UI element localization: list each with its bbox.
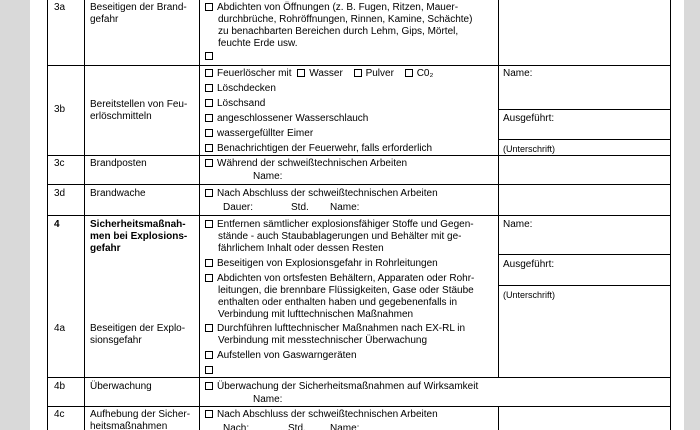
item-4-remove-explosives-line2: stände - auch Staubablagerungen und Behälter mit ge- [218, 231, 462, 242]
4c-after-label: Nach: [223, 423, 250, 430]
checkbox[interactable] [205, 351, 213, 359]
checkbox-water[interactable] [297, 69, 305, 77]
item-4b-monitoring[interactable]: Überwachung der Sicherheitsmaßnahmen auf Wirksamkeit [205, 381, 478, 392]
item-4-remove-explosives-line3: fährlichem Inhalt oder dessen Resten [218, 243, 384, 254]
item-3a-sealing-line2: durchbrüche, Rohröffnungen, Rinnen, Kamine, Schächte) [218, 14, 473, 25]
item-3a-sealing-line3: zu benachbarten Bereichen durch Lehm, Gips, Mörtel, [218, 26, 459, 37]
measure-label-3c: Brandposten [90, 158, 147, 169]
item-4-remove-explosives[interactable]: Entfernen sämtlicher explosionsfähiger Stoffe und Gegen- [205, 219, 474, 230]
item-3d-after-work[interactable]: Nach Abschluss der schweißtechnischen Arbeiten [205, 188, 438, 199]
4-done-divider [498, 285, 671, 286]
4a-signature-label: (Unterschrift) [503, 290, 556, 300]
4b-name-label: Name: [253, 394, 283, 405]
3b-name-label: Name: [503, 68, 533, 79]
3b-done-label: Ausgeführt: [503, 113, 555, 124]
row-divider-4 [47, 215, 671, 216]
measure-label-4-line1: Sicherheitsmaßnah- [90, 219, 186, 230]
item-4a-sealing-line2: leitungen, die brennbare Flüssigkeiten, Gase oder Stäube [218, 285, 474, 296]
item-3b-hose[interactable]: angeschlossener Wasserschlauch [205, 113, 368, 124]
checkbox[interactable] [205, 114, 213, 122]
3c-name-label: Name: [253, 171, 283, 182]
checkbox[interactable] [205, 3, 213, 11]
row-divider-4b [47, 377, 671, 378]
row-number-4b: 4b [54, 381, 66, 392]
measure-label-4b: Überwachung [90, 381, 152, 392]
left-margin [0, 0, 30, 430]
item-4a-sealing[interactable]: Abdichten von ortsfesten Behältern, Apparaten oder Rohr- [205, 273, 474, 284]
measure-label-4c-line1: Aufhebung der Sicher- [90, 409, 191, 420]
row-number-3b: 3b [54, 104, 66, 115]
3d-name-label: Name: [330, 202, 360, 213]
4c-name-label: Name: [330, 423, 360, 430]
checkbox[interactable] [205, 382, 213, 390]
checkbox[interactable] [205, 159, 213, 167]
row-number-3d: 3d [54, 188, 66, 199]
measure-label-4c-line2: heitsmaßnahmen [90, 421, 168, 430]
row-number-4: 4 [54, 219, 60, 230]
measure-label-4-line3: gefahr [90, 243, 121, 254]
checkbox[interactable] [205, 144, 213, 152]
checkbox[interactable] [205, 324, 213, 332]
row-number-4c: 4c [54, 409, 65, 420]
item-3b-sand[interactable]: Löschsand [205, 98, 265, 109]
column-divider-items-lower [498, 406, 499, 430]
row-divider-4c [47, 406, 671, 407]
right-margin [684, 0, 700, 430]
item-4a-sealing-line4: Verbindung mit lufttechnischen Maßnahmen [218, 309, 414, 320]
checkbox[interactable] [205, 84, 213, 92]
checkbox[interactable] [205, 220, 213, 228]
checkbox-powder[interactable] [354, 69, 362, 77]
4a-done-label: Ausgeführt: [503, 259, 555, 270]
measure-label-3b-line1: Bereitstellen von Feu- [90, 99, 188, 110]
row-number-3a: 3a [54, 2, 66, 13]
form-sheet [30, 0, 684, 430]
item-4a-blank[interactable] [205, 365, 217, 376]
item-3b-fire-blankets[interactable]: Löschdecken [205, 83, 276, 94]
checkbox[interactable] [205, 129, 213, 137]
3b-name-divider [498, 109, 671, 110]
item-3b-bucket[interactable]: wassergefüllter Eimer [205, 128, 313, 139]
row-number-4a: 4a [54, 323, 66, 334]
3b-signature-label: (Unterschrift) [503, 144, 556, 154]
measure-label-3b-line2: erlöschmitteln [90, 111, 152, 122]
measure-label-4a-line2: sionsgefahr [90, 335, 142, 346]
checkbox[interactable] [205, 410, 213, 418]
measure-label-3a-line2: gefahr [90, 14, 119, 25]
4-name-divider [498, 254, 671, 255]
row-divider-3c [47, 155, 671, 156]
measure-label-3d: Brandwache [90, 188, 146, 199]
checkbox[interactable] [205, 69, 213, 77]
checkbox[interactable] [205, 52, 213, 60]
item-4a-ventilation[interactable]: Durchführen lufttechnischer Maßnahmen nach EX-RL in [205, 323, 465, 334]
checkbox[interactable] [205, 189, 213, 197]
3d-duration-label: Dauer: [223, 202, 254, 213]
3d-hours-label: Std. [291, 202, 309, 213]
item-4a-sealing-line3: enthalten oder enthalten haben und gegebenenfalls in [218, 297, 458, 308]
measure-label-4-line2: men bei Explosions- [90, 231, 188, 242]
item-3a-sealing[interactable]: Abdichten von Öffnungen (z. B. Fugen, Ritzen, Mauer- [205, 2, 458, 13]
column-divider-items [498, 0, 499, 378]
checkbox[interactable] [205, 366, 213, 374]
item-4a-ventilation-line2: Verbindung mit messtechnischer Überwachung [218, 335, 427, 346]
item-4a-pipelines[interactable]: Beseitigen von Explosionsgefahr in Rohrleitungen [205, 258, 438, 269]
checkbox[interactable] [205, 99, 213, 107]
measure-label-3a-line1: Beseitigen der Brand- [90, 2, 187, 13]
row-divider-3b [47, 65, 671, 66]
checkbox[interactable] [205, 259, 213, 267]
item-4c-after-work[interactable]: Nach Abschluss der schweißtechnischen Arbeiten [205, 409, 438, 420]
row-number-3c: 3c [54, 158, 65, 169]
4c-hours-label: Std. [288, 423, 306, 430]
item-4a-gas-detectors[interactable]: Aufstellen von Gaswarngeräten [205, 350, 357, 361]
3b-done-divider [498, 139, 671, 140]
item-3a-sealing-line4: feuchte Erde usw. [218, 38, 298, 49]
4-name-label: Name: [503, 219, 533, 230]
item-3b-extinguisher[interactable]: Feuerlöscher mit Wasser Pulver C0₂ [205, 68, 433, 79]
item-3a-blank[interactable] [205, 51, 217, 62]
measure-label-4a-line1: Beseitigen der Explo- [90, 323, 186, 334]
checkbox[interactable] [205, 274, 213, 282]
item-3c-during-work[interactable]: Während der schweißtechnischen Arbeiten [205, 158, 407, 169]
row-divider-3d [47, 184, 671, 185]
checkbox-co2[interactable] [405, 69, 413, 77]
item-3b-fire-dept[interactable]: Benachrichtigen der Feuerwehr, falls erforderlich [205, 143, 432, 154]
